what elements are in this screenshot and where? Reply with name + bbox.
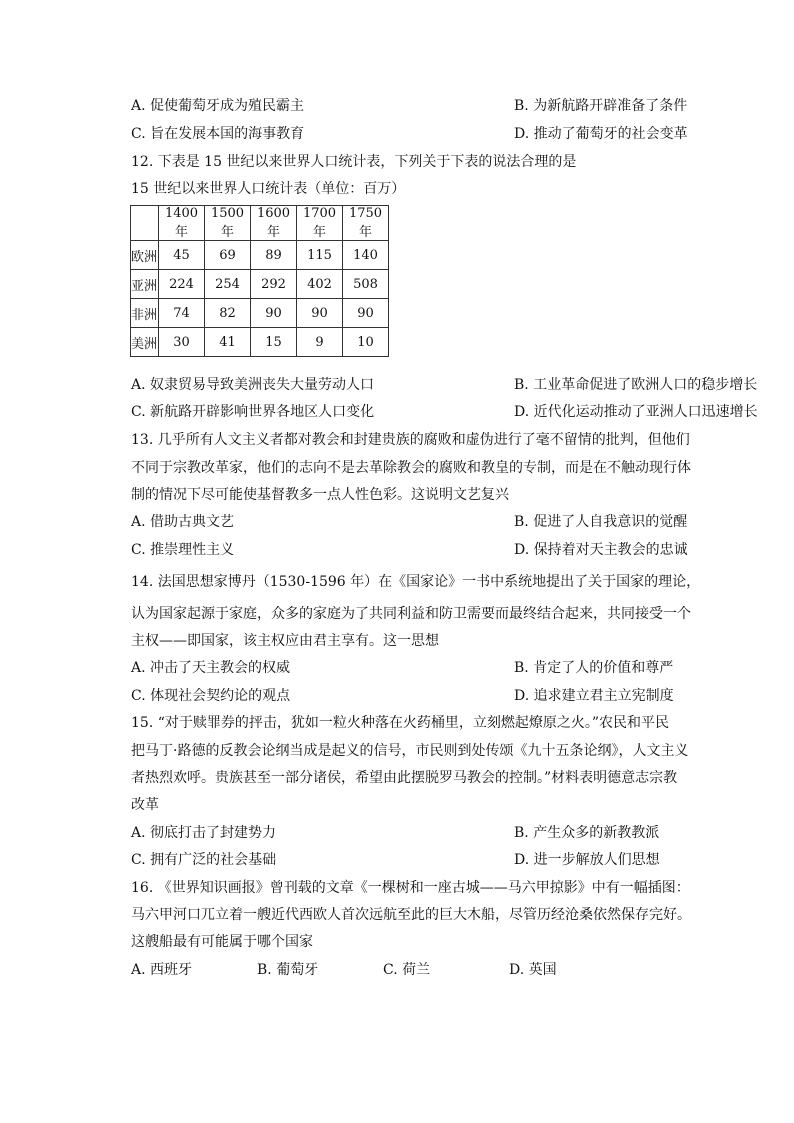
table-header-cell: 1400 年 — [159, 206, 205, 241]
q13-option-a: A. 借助古典文艺 — [131, 514, 235, 530]
q12-option-c: C. 新航路开辟影响世界各地区人口变化 — [131, 404, 375, 420]
q14-option-d: D. 追求建立君主立宪制度 — [514, 688, 674, 704]
q16-option-c: C. 荷兰 — [383, 962, 431, 978]
q13-stem-line1: 13. 几乎所有人文主义者都对教会和封建贵族的腐败和虚伪进行了毫不留情的批判，但他们 — [131, 432, 690, 448]
table-header-cell: 1750 年 — [343, 206, 389, 241]
table-row — [131, 270, 389, 299]
q15-option-b: B. 产生众多的新教教派 — [514, 825, 660, 841]
q13-option-b: B. 促进了人自我意识的觉醒 — [514, 514, 688, 530]
q16-option-d: D. 英国 — [509, 962, 557, 978]
row-label: 美洲 — [131, 328, 159, 357]
q13-options-row2 — [131, 541, 688, 559]
table-cell: 140 — [343, 241, 389, 270]
table-row — [131, 328, 389, 357]
table-header-cell: 1700 年 — [297, 206, 343, 241]
table-cell: 90 — [343, 299, 389, 328]
table-corner-cell — [131, 206, 159, 241]
q12-option-b: B. 工业革命促进了欧洲人口的稳步增长 — [514, 377, 758, 393]
table-cell: 90 — [251, 299, 297, 328]
q12-stem: 12. 下表是 15 世纪以来世界人口统计表，下列关于下表的说法合理的是 — [131, 154, 577, 170]
table-cell: 15 — [251, 328, 297, 357]
q14-options-row1 — [131, 659, 674, 677]
table-cell: 9 — [297, 328, 343, 357]
q15-options-row2 — [131, 851, 660, 869]
population-table — [130, 205, 389, 357]
q11-option-b: B. 为新航路开辟准备了条件 — [514, 98, 688, 114]
table-cell: 224 — [159, 270, 205, 299]
table-cell: 69 — [205, 241, 251, 270]
table-cell: 402 — [297, 270, 343, 299]
table-cell: 115 — [297, 241, 343, 270]
q14-options-row2 — [131, 687, 674, 705]
table-cell: 508 — [343, 270, 389, 299]
row-label: 欧洲 — [131, 241, 159, 270]
q12-table-title: 15 世纪以来世界人口统计表（单位：百万） — [131, 181, 406, 197]
table-cell: 41 — [205, 328, 251, 357]
q11-option-a: A. 促使葡萄牙成为殖民霸主 — [131, 98, 305, 114]
q16-option-b: B. 葡萄牙 — [257, 962, 319, 978]
q15-options-row1 — [131, 824, 660, 842]
q15-stem-line2: 把马丁·路德的反教会论纲当成是起义的信号，市民则到处传颂《九十五条论纲》，人文主义 — [131, 743, 689, 759]
q13-option-d: D. 保持着对天主教会的忠诚 — [514, 542, 688, 558]
q11-options-row1 — [131, 97, 688, 115]
q15-option-c: C. 拥有广泛的社会基础 — [131, 852, 277, 868]
table-cell: 74 — [159, 299, 205, 328]
q15-stem-line1: 15. “对于赎罪券的抨击，犹如一粒火种落在火药桶里，立刻燃起燎原之火。”农民和平民 — [131, 715, 670, 731]
q11-options-row2 — [131, 125, 688, 143]
table-header-row — [131, 206, 389, 241]
q12-option-d: D. 近代化运动推动了亚洲人口迅速增长 — [514, 404, 758, 420]
q13-stem-line3: 制的情况下尽可能使基督教多一点人性色彩。这说明文艺复兴 — [131, 487, 509, 503]
q15-stem-line3: 者热烈欢呼。贵族甚至一部分诸侯，希望由此摆脱罗马教会的控制。”材料表明德意志宗教 — [131, 770, 678, 786]
q16-stem-line1: 16. 《世界知识画报》曾刊载的文章《一棵树和一座古城——马六甲掠影》中有一幅插图： — [131, 880, 690, 896]
q14-option-c: C. 体现社会契约论的观点 — [131, 688, 291, 704]
q11-option-d: D. 推动了葡萄牙的社会变革 — [514, 126, 688, 142]
q16-option-a: A. 西班牙 — [131, 962, 193, 978]
q12-options-row2 — [131, 403, 758, 421]
table-header-cell: 1600 年 — [251, 206, 297, 241]
q13-option-c: C. 推崇理性主义 — [131, 542, 235, 558]
q12-options-row1 — [131, 376, 758, 394]
table-cell: 82 — [205, 299, 251, 328]
table-cell: 10 — [343, 328, 389, 357]
q11-option-c: C. 旨在发展本国的海事教育 — [131, 126, 305, 142]
q16-stem-line2: 马六甲河口兀立着一艘近代西欧人首次远航至此的巨大木船，尽管历经沧桑依然保存完好。 — [131, 907, 691, 923]
table-row — [131, 241, 389, 270]
row-label: 亚洲 — [131, 270, 159, 299]
q14-stem-line2: 认为国家起源于家庭，众多的家庭为了共同利益和防卫需要而最终结合起来，共同接受一个 — [131, 606, 691, 622]
q14-stem-line3: 主权——即国家，该主权应由君主享有。这一思想 — [131, 633, 439, 649]
q14-option-a: A. 冲击了天主教会的权威 — [131, 660, 291, 676]
table-cell: 292 — [251, 270, 297, 299]
q13-options-row1 — [131, 513, 688, 531]
q15-option-d: D. 进一步解放人们思想 — [514, 852, 660, 868]
table-header-cell: 1500 年 — [205, 206, 251, 241]
q14-stem-line1: 14. 法国思想家博丹（1530-1596 年）在《国家论》一书中系统地提出了关于国家的理论， — [131, 574, 701, 590]
table-cell: 89 — [251, 241, 297, 270]
table-cell: 254 — [205, 270, 251, 299]
table-cell: 90 — [297, 299, 343, 328]
table-row — [131, 299, 389, 328]
table-cell: 30 — [159, 328, 205, 357]
table-cell: 45 — [159, 241, 205, 270]
q15-stem-line4: 改革 — [131, 797, 159, 813]
q15-option-a: A. 彻底打击了封建势力 — [131, 825, 277, 841]
q14-option-b: B. 肯定了人的价值和尊严 — [514, 660, 674, 676]
q12-option-a: A. 奴隶贸易导致美洲丧失大量劳动人口 — [131, 377, 375, 393]
q16-stem-line3: 这艘船最有可能属于哪个国家 — [131, 934, 313, 950]
q13-stem-line2: 不同于宗教改革家，他们的志向不是去革除教会的腐败和教皇的专制，而是在不触动现行体 — [131, 460, 691, 476]
row-label: 非洲 — [131, 299, 159, 328]
